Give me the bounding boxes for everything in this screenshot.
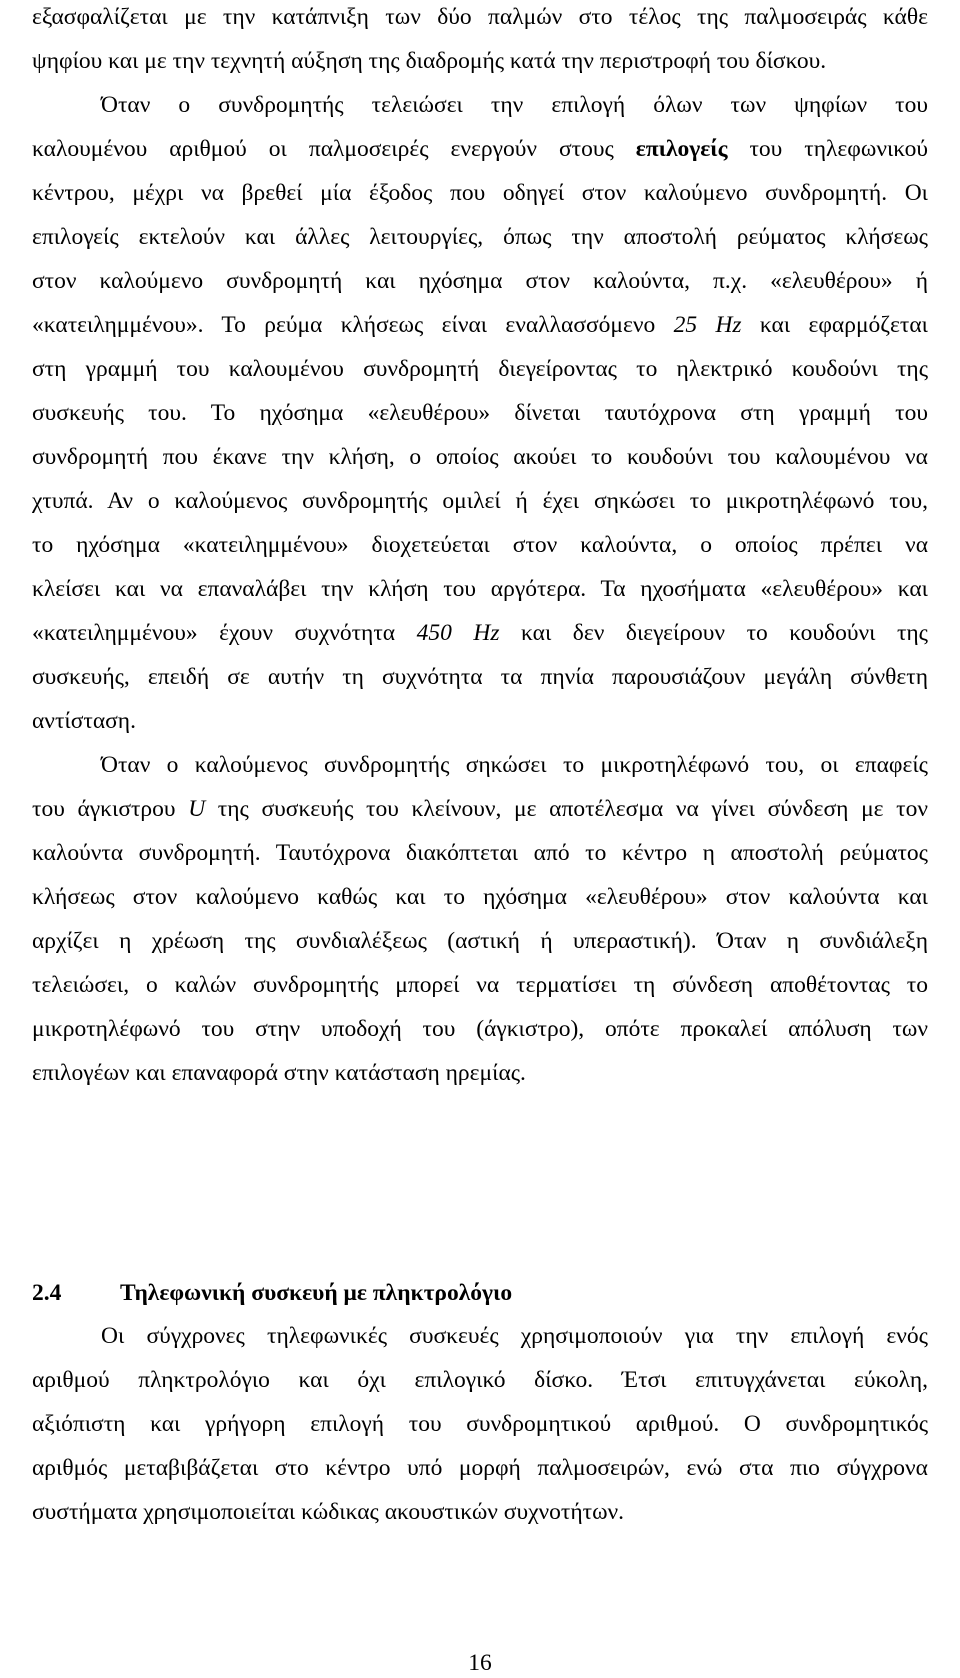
text-run: «κατειλημμένου» έχουν συχνότητα (32, 620, 417, 646)
text-line: Όταν ο καλούμενος συνδρομητής σηκώσει το μικροτηλέφωνό του, οι επαφείς (101, 752, 928, 778)
text-line: το ηχόσημα «κατειλημμένου» διοχετεύεται στον καλούντα, ο οποίος πρέπει να (32, 532, 928, 558)
text-line (32, 310, 928, 340)
italic-value: 450 Hz (416, 620, 500, 646)
text-line: συσκευής, επειδή σε αυτήν τη συχνότητα τα πηνία παρουσιάζουν μεγάλη σύνθετη (32, 664, 928, 690)
text-line: στη γραμμή του καλουμένου συνδρομητή διεγείροντας το ηλεκτρικό κουδούνι της (32, 356, 928, 382)
bold-term: επιλογείς (635, 136, 728, 162)
italic-symbol: U (188, 796, 206, 822)
text-line: ψηφίου και με την τεχνητή αύξηση της διαδρομής κατά την περιστροφή του δίσκου. (32, 48, 827, 74)
italic-value: 25 Hz (673, 312, 742, 338)
text-line: επιλογέων και επαναφορά στην κατάσταση ηρεμίας. (32, 1060, 526, 1086)
text-line: εξασφαλίζεται με την κατάπνιξη των δύο παλμών στο τέλος της παλμοσειράς κάθε (32, 4, 928, 30)
text-line: αντίσταση. (32, 708, 136, 734)
text-line: συνδρομητή που έκανε την κλήση, ο οποίος ακούει το κουδούνι του καλουμένου να (32, 444, 928, 470)
text-line: μικροτηλέφωνό του στην υποδοχή του (άγκιστρο), οπότε προκαλεί απόλυση των (32, 1016, 928, 1042)
text-line: συσκευής του. Το ηχόσημα «ελευθέρου» δίνεται ταυτόχρονα στη γραμμή του (32, 400, 928, 426)
text-line: χτυπά. Αν ο καλούμενος συνδρομητής ομιλεί ή έχει σηκώσει το μικροτηλέφωνό του, (32, 488, 928, 514)
text-line: αξιόπιστη και γρήγορη επιλογή του συνδρομητικού αριθμού. Ο συνδρομητικός (32, 1411, 928, 1437)
text-line: αριθμού πληκτρολόγιο και όχι επιλογικό δίσκο. Έτσι επιτυγχάνεται εύκολη, (32, 1367, 928, 1393)
section-heading (32, 1278, 512, 1308)
text-line: Όταν ο συνδρομητής τελειώσει την επιλογή όλων των ψηφίων του (101, 92, 928, 118)
section-title: Τηλεφωνική συσκευή με πληκτρολόγιο (120, 1280, 513, 1306)
text-line (32, 618, 928, 648)
section-number: 2.4 (32, 1280, 62, 1306)
text-line: τελειώσει, ο καλών συνδρομητής μπορεί να τερματίσει τη σύνδεση αποθέτοντας το (32, 972, 928, 998)
text-line (32, 134, 928, 164)
text-run: και δεν διεγείρουν το κουδούνι της (499, 620, 928, 646)
text-run: της συσκευής του κλείνουν, με αποτέλεσμα να γίνει σύνδεση με τον (205, 796, 928, 822)
text-line: κέντρου, μέχρι να βρεθεί μία έξοδος που οδηγεί στον καλούμενο συνδρομητή. Οι (32, 180, 928, 206)
text-line: αριθμός μεταβιβάζεται στο κέντρο υπό μορφή παλμοσειρών, ενώ στα πιο σύγχρονα (32, 1455, 928, 1481)
page-number: 16 (468, 1650, 492, 1676)
text-line: καλούντα συνδρομητή. Ταυτόχρονα διακόπτεται από το κέντρο η αποστολή ρεύματος (32, 840, 928, 866)
text-line: Οι σύγχρονες τηλεφωνικές συσκευές χρησιμοποιούν για την επιλογή ενός (101, 1323, 928, 1349)
text-line: αρχίζει η χρέωση της συνδιαλέξεως (αστική ή υπεραστική). Όταν η συνδιάλεξη (32, 928, 928, 954)
text-run: «κατειλημμένου». Το ρεύμα κλήσεως είναι εναλλασσόμενο (32, 312, 674, 338)
text-line: στον καλούμενο συνδρομητή και ηχόσημα στον καλούντα, π.χ. «ελευθέρου» ή (32, 268, 928, 294)
text-line (32, 794, 928, 824)
text-line: επιλογείς εκτελούν και άλλες λειτουργίες, όπως την αποστολή ρεύματος κλήσεως (32, 224, 928, 250)
text-line: κλήσεως στον καλούμενο καθώς και το ηχόσημα «ελευθέρου» στον καλούντα και (32, 884, 928, 910)
text-run: καλουμένου αριθμού οι παλμοσειρές ενεργούν στους (32, 136, 636, 162)
text-line: συστήματα χρησιμοποιείται κώδικας ακουστικών συχνοτήτων. (32, 1499, 625, 1525)
text-run: του τηλεφωνικού (727, 136, 928, 162)
text-line: κλείσει και να επαναλάβει την κλήση του αργότερα. Τα ηχοσήματα «ελευθέρου» και (32, 576, 928, 602)
text-run: και εφαρμόζεται (741, 312, 928, 338)
text-run: του άγκιστρου (32, 796, 189, 822)
